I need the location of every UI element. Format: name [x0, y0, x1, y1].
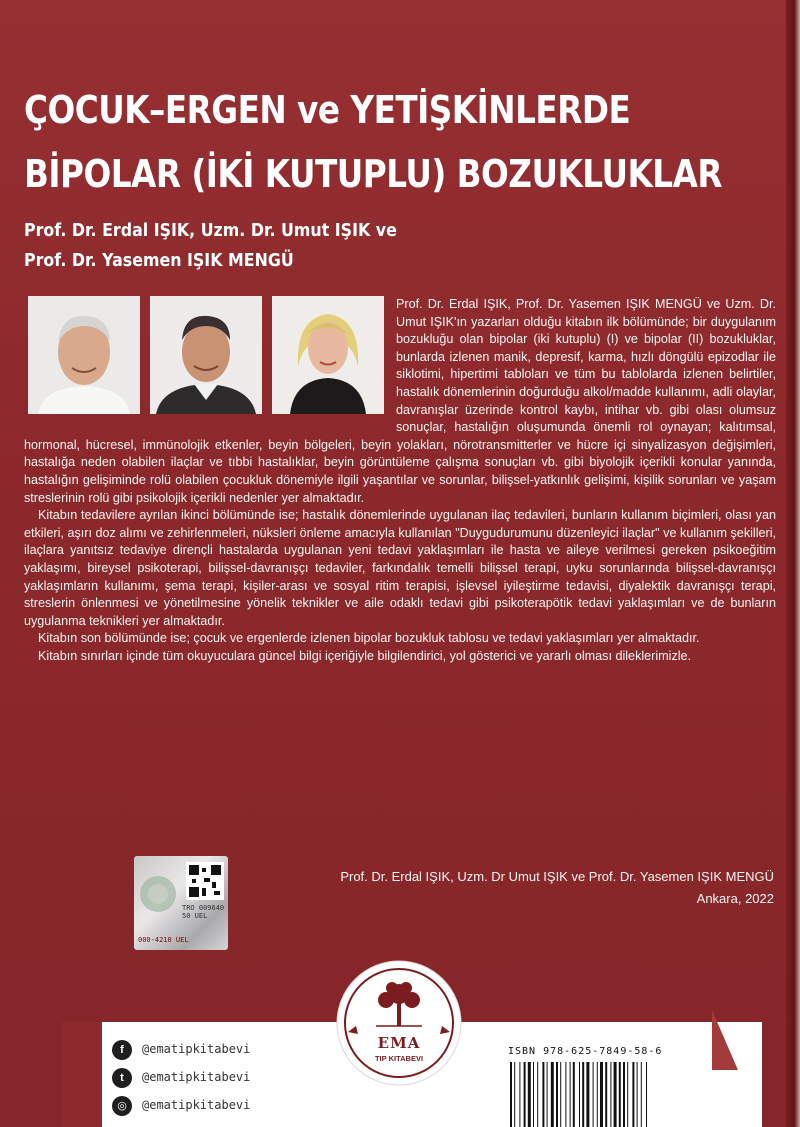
barcode — [506, 1062, 726, 1127]
spine-edge — [786, 0, 800, 1127]
barcode-bar — [533, 1062, 534, 1127]
title-line-1: ÇOCUK–ERGEN ve YETİŞKİNLERDE — [24, 88, 631, 132]
barcode-bar — [556, 1062, 558, 1127]
corner-decoration — [712, 1010, 738, 1070]
barcode-bar — [524, 1062, 526, 1127]
barcode-bar — [605, 1062, 607, 1127]
book-description — [24, 296, 776, 665]
barcode-bar — [514, 1062, 515, 1127]
barcode-bar — [510, 1062, 512, 1127]
barcode-bar — [614, 1062, 617, 1127]
barcode-bar — [632, 1062, 634, 1127]
authors-line-1: Prof. Dr. Erdal IŞIK, Uzm. Dr. Umut IŞIK ve — [24, 220, 397, 241]
book-title — [24, 78, 723, 206]
isbn-number: ISBN 978-625-7849-58-6 — [508, 1046, 663, 1057]
social-handle: @ematipkitabevi — [142, 1098, 251, 1112]
description-paragraph-3: Kitabın son bölümünde ise; çocuk ve ergenlerde izlenen bipolar bozukluk tablosu ve tedavi yaklaşımları yer almaktadır. — [38, 631, 700, 646]
barcode-bar — [623, 1062, 625, 1127]
hologram-code: TRO 00964050 UEL — [182, 904, 225, 920]
authors-line-2: Prof. Dr. Yasemen IŞIK MENGÜ — [24, 250, 294, 271]
signature-place-date: Ankara, 2022 — [696, 891, 774, 906]
barcode-bar — [646, 1062, 647, 1127]
barcode-bar — [519, 1062, 520, 1127]
barcode-bar — [619, 1062, 621, 1127]
barcode-bar — [528, 1062, 531, 1127]
description-paragraph-4: Kitabın sınırları içinde tüm okuyuculara güncel bilgi içeriğiyle bilgilendirici, yol gösterici ve yararlı olması dileklerimizle. — [38, 648, 692, 663]
hologram-serial: 000-4210 UEL — [138, 936, 189, 944]
publisher-logo-subtitle: TIP KITABEVI — [374, 1054, 424, 1063]
barcode-bar — [627, 1062, 628, 1127]
barcode-bar — [565, 1062, 566, 1127]
social-handle: @ematipkitabevi — [142, 1070, 251, 1084]
author-names — [24, 216, 397, 276]
description-paragraph-2: Kitabın tedavilere ayrılan ikinci bölümünde ise; hastalık dönemlerinde uygulanan ilaç tedavileri, bunların kullanım biçimleri, olası yan etkileri, aşırı doz alımı ve zehirlenmeleri, nüksleri önleme amacıyla kullanılan "Duygudurumunu düzenleyici ilaçlar" ve kullanım şekilleri, ilaçlara yanıtsız tedaviye dirençli hastalarda uygulanan yeni tedavi yaklaşımları ile hasta ve aileye verilmesi gereken psikoeğitim yaklaşımı, bireysel psikoterapi, bilişsel-davranışçı tedaviler, farkındalık temelli bilişsel terapi, uyku sorunlarında bilişsel-davranışçı yaklaşımların kullanımı, şema terapi, kişiler-arası ve sosyal ritim terapisi, işlevsel iyileştirme tedavisi, diyalektik davranışçı terapi, streslerin önlenmesi ve yönetilmesine yönelik teknikler ve aile odaklı tedavi gibi psikoterapötik tedavi yaklaşımları ve de bunların uygulanma teknikleri yer almaktadır. — [24, 508, 776, 628]
barcode-bar — [560, 1062, 561, 1127]
signature-names: Prof. Dr. Erdal IŞIK, Uzm. Dr Umut IŞIK ve Prof. Dr. Yasemen IŞIK MENGÜ — [340, 869, 774, 884]
description-paragraph-1: Prof. Dr. Erdal IŞIK, Prof. Dr. Yasemen IŞIK MENGÜ ve Uzm. Dr. Umut IŞIK'ın yazarları olduğu kitabın ilk bölümünde; bir duygulanım bozukluğu olan bipolar (iki kutuplu) (I) ve bipolar (II) bozukluklar, bunlarda izlenen manik, depresif, karma, hızlı döngülü epizodlar ile siklotimi, hipertimi tabloları ve tüm bu tablolarda izlenen belirtiler, hastalık dönemlerinin doğurduğu alkol/madde kullanımı, adli olaylar, davranışlar üzerinde kontrol kaybı, intihar vb. gibi olası olumsuz sonuçlar, hastalığın oluşumunda önemli rol oynayan; kalıtımsal, hormonal, hücresel, immünolojik etkenler, beyin bölgeleri, beyin yolakları, nörotransmitterler ve hücre içi sinyalizasyon değişimleri, hastalığa neden olabilen ilaçlar ve tıbbi hastalıklar, beyin görüntüleme çalışma sonuçları vb. gibi biyolojik içerikli konular yanında, hastalığın gelişiminde rolü olabilen çocukluk dönemiyle ilgili yaşantılar ve sorunlar, bilişsel-yatkınlık gelişimi, kişilik sorunları ve yaşam streslerinin rolü gibi psikolojik içerikli nedenler yer almaktadır. — [24, 297, 776, 505]
barcode-bar — [582, 1062, 584, 1127]
barcode-bar — [537, 1062, 538, 1127]
barcode-bar — [570, 1062, 571, 1127]
barcode-bar — [586, 1062, 589, 1127]
twitter-icon: t — [112, 1068, 132, 1088]
hologram-sticker — [134, 856, 228, 950]
publisher-logo — [336, 960, 462, 1086]
barcode-bar — [600, 1062, 603, 1127]
barcode-bar — [637, 1062, 638, 1127]
signature-block — [340, 866, 774, 910]
barcode-bar — [579, 1062, 580, 1127]
barcode-bar — [610, 1062, 611, 1127]
title-line-2: BİPOLAR (İKİ KUTUPLU) BOZUKLUKLAR — [24, 152, 723, 196]
instagram-icon: ◎ — [112, 1096, 132, 1116]
facebook-icon: f — [112, 1040, 132, 1060]
barcode-bar — [597, 1062, 598, 1127]
barcode-bar — [542, 1062, 544, 1127]
social-handle: @ematipkitabevi — [142, 1042, 251, 1056]
barcode-bar — [551, 1062, 554, 1127]
barcode-bar — [547, 1062, 548, 1127]
barcode-bar — [593, 1062, 594, 1127]
publisher-logo-word: EMA — [377, 1034, 421, 1052]
photo-wrap-space — [24, 296, 396, 436]
barcode-bar — [641, 1062, 642, 1127]
bottom-red-strip — [62, 1022, 102, 1127]
barcode-bar — [573, 1062, 575, 1127]
